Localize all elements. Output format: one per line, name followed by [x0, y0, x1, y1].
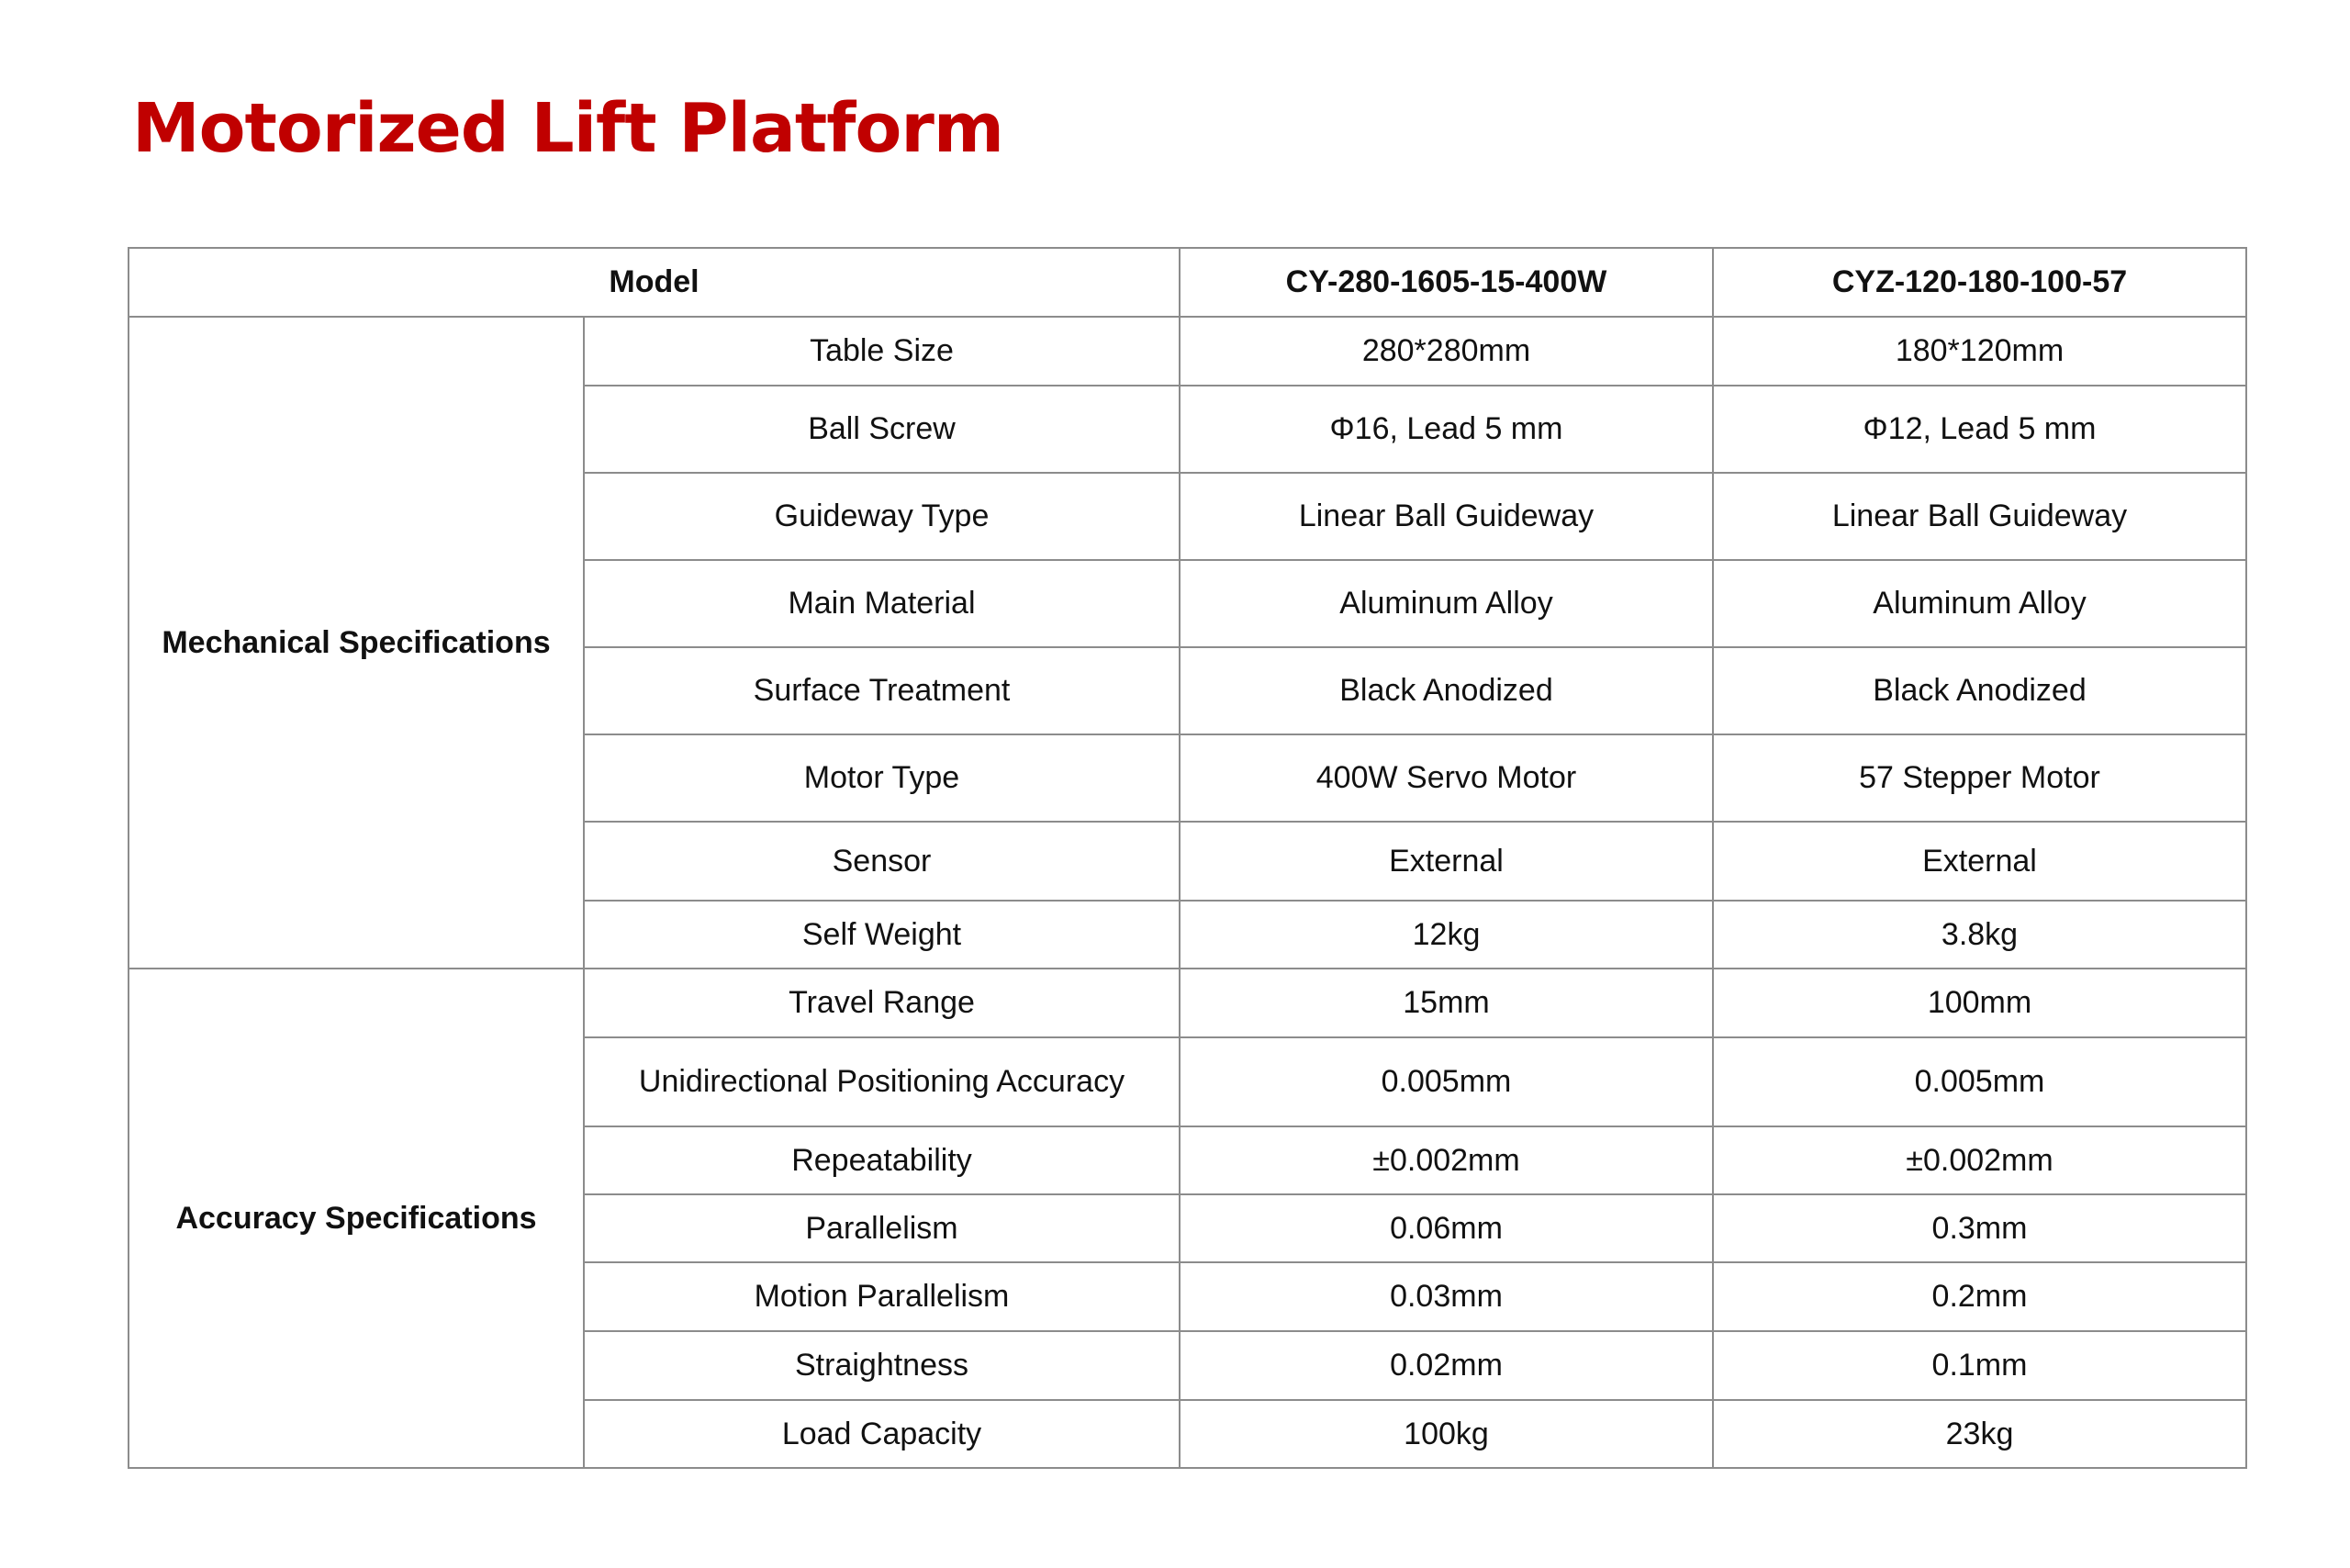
- value-cell: Aluminum Alloy: [1180, 560, 1713, 647]
- param-label: Ball Screw: [584, 386, 1180, 473]
- value-cell: 180*120mm: [1713, 317, 2246, 386]
- value-cell: Linear Ball Guideway: [1713, 473, 2246, 560]
- param-label: Sensor: [584, 822, 1180, 901]
- value-cell: ±0.002mm: [1180, 1126, 1713, 1194]
- param-label: Guideway Type: [584, 473, 1180, 560]
- group-label-mechanical: Mechanical Specifications: [129, 317, 584, 969]
- value-cell: 100kg: [1180, 1400, 1713, 1468]
- value-cell: 0.03mm: [1180, 1262, 1713, 1331]
- param-label: Load Capacity: [584, 1400, 1180, 1468]
- param-label: Self Weight: [584, 901, 1180, 969]
- table-row: [129, 969, 2246, 1037]
- param-label: Motion Parallelism: [584, 1262, 1180, 1331]
- value-cell: External: [1180, 822, 1713, 901]
- value-cell: External: [1713, 822, 2246, 901]
- model-name: CYZ-120-180-100-57: [1713, 248, 2246, 317]
- spec-table: [128, 247, 2247, 1469]
- value-cell: 0.3mm: [1713, 1194, 2246, 1262]
- page-title: Motorized Lift Platform: [132, 89, 1003, 168]
- value-cell: 0.2mm: [1713, 1262, 2246, 1331]
- value-cell: Black Anodized: [1180, 647, 1713, 734]
- model-name: CY-280-1605-15-400W: [1180, 248, 1713, 317]
- value-cell: 3.8kg: [1713, 901, 2246, 969]
- header-row: [129, 248, 2246, 317]
- model-header: Model: [129, 248, 1180, 317]
- param-label: Repeatability: [584, 1126, 1180, 1194]
- value-cell: 23kg: [1713, 1400, 2246, 1468]
- value-cell: Φ12, Lead 5 mm: [1713, 386, 2246, 473]
- param-label: Main Material: [584, 560, 1180, 647]
- group-label-accuracy: Accuracy Specifications: [129, 969, 584, 1468]
- value-cell: ±0.002mm: [1713, 1126, 2246, 1194]
- value-cell: 0.005mm: [1180, 1037, 1713, 1126]
- param-label: Straightness: [584, 1331, 1180, 1400]
- param-label: Motor Type: [584, 734, 1180, 822]
- value-cell: 0.06mm: [1180, 1194, 1713, 1262]
- value-cell: Linear Ball Guideway: [1180, 473, 1713, 560]
- value-cell: Aluminum Alloy: [1713, 560, 2246, 647]
- value-cell: 15mm: [1180, 969, 1713, 1037]
- value-cell: 0.1mm: [1713, 1331, 2246, 1400]
- value-cell: 100mm: [1713, 969, 2246, 1037]
- param-label: Parallelism: [584, 1194, 1180, 1262]
- param-label: Travel Range: [584, 969, 1180, 1037]
- value-cell: 0.02mm: [1180, 1331, 1713, 1400]
- value-cell: Black Anodized: [1713, 647, 2246, 734]
- value-cell: 280*280mm: [1180, 317, 1713, 386]
- value-cell: 57 Stepper Motor: [1713, 734, 2246, 822]
- param-label: Surface Treatment: [584, 647, 1180, 734]
- table-row: [129, 317, 2246, 386]
- value-cell: 12kg: [1180, 901, 1713, 969]
- value-cell: 0.005mm: [1713, 1037, 2246, 1126]
- param-label: Unidirectional Positioning Accuracy: [584, 1037, 1180, 1126]
- value-cell: 400W Servo Motor: [1180, 734, 1713, 822]
- param-label: Table Size: [584, 317, 1180, 386]
- value-cell: Φ16, Lead 5 mm: [1180, 386, 1713, 473]
